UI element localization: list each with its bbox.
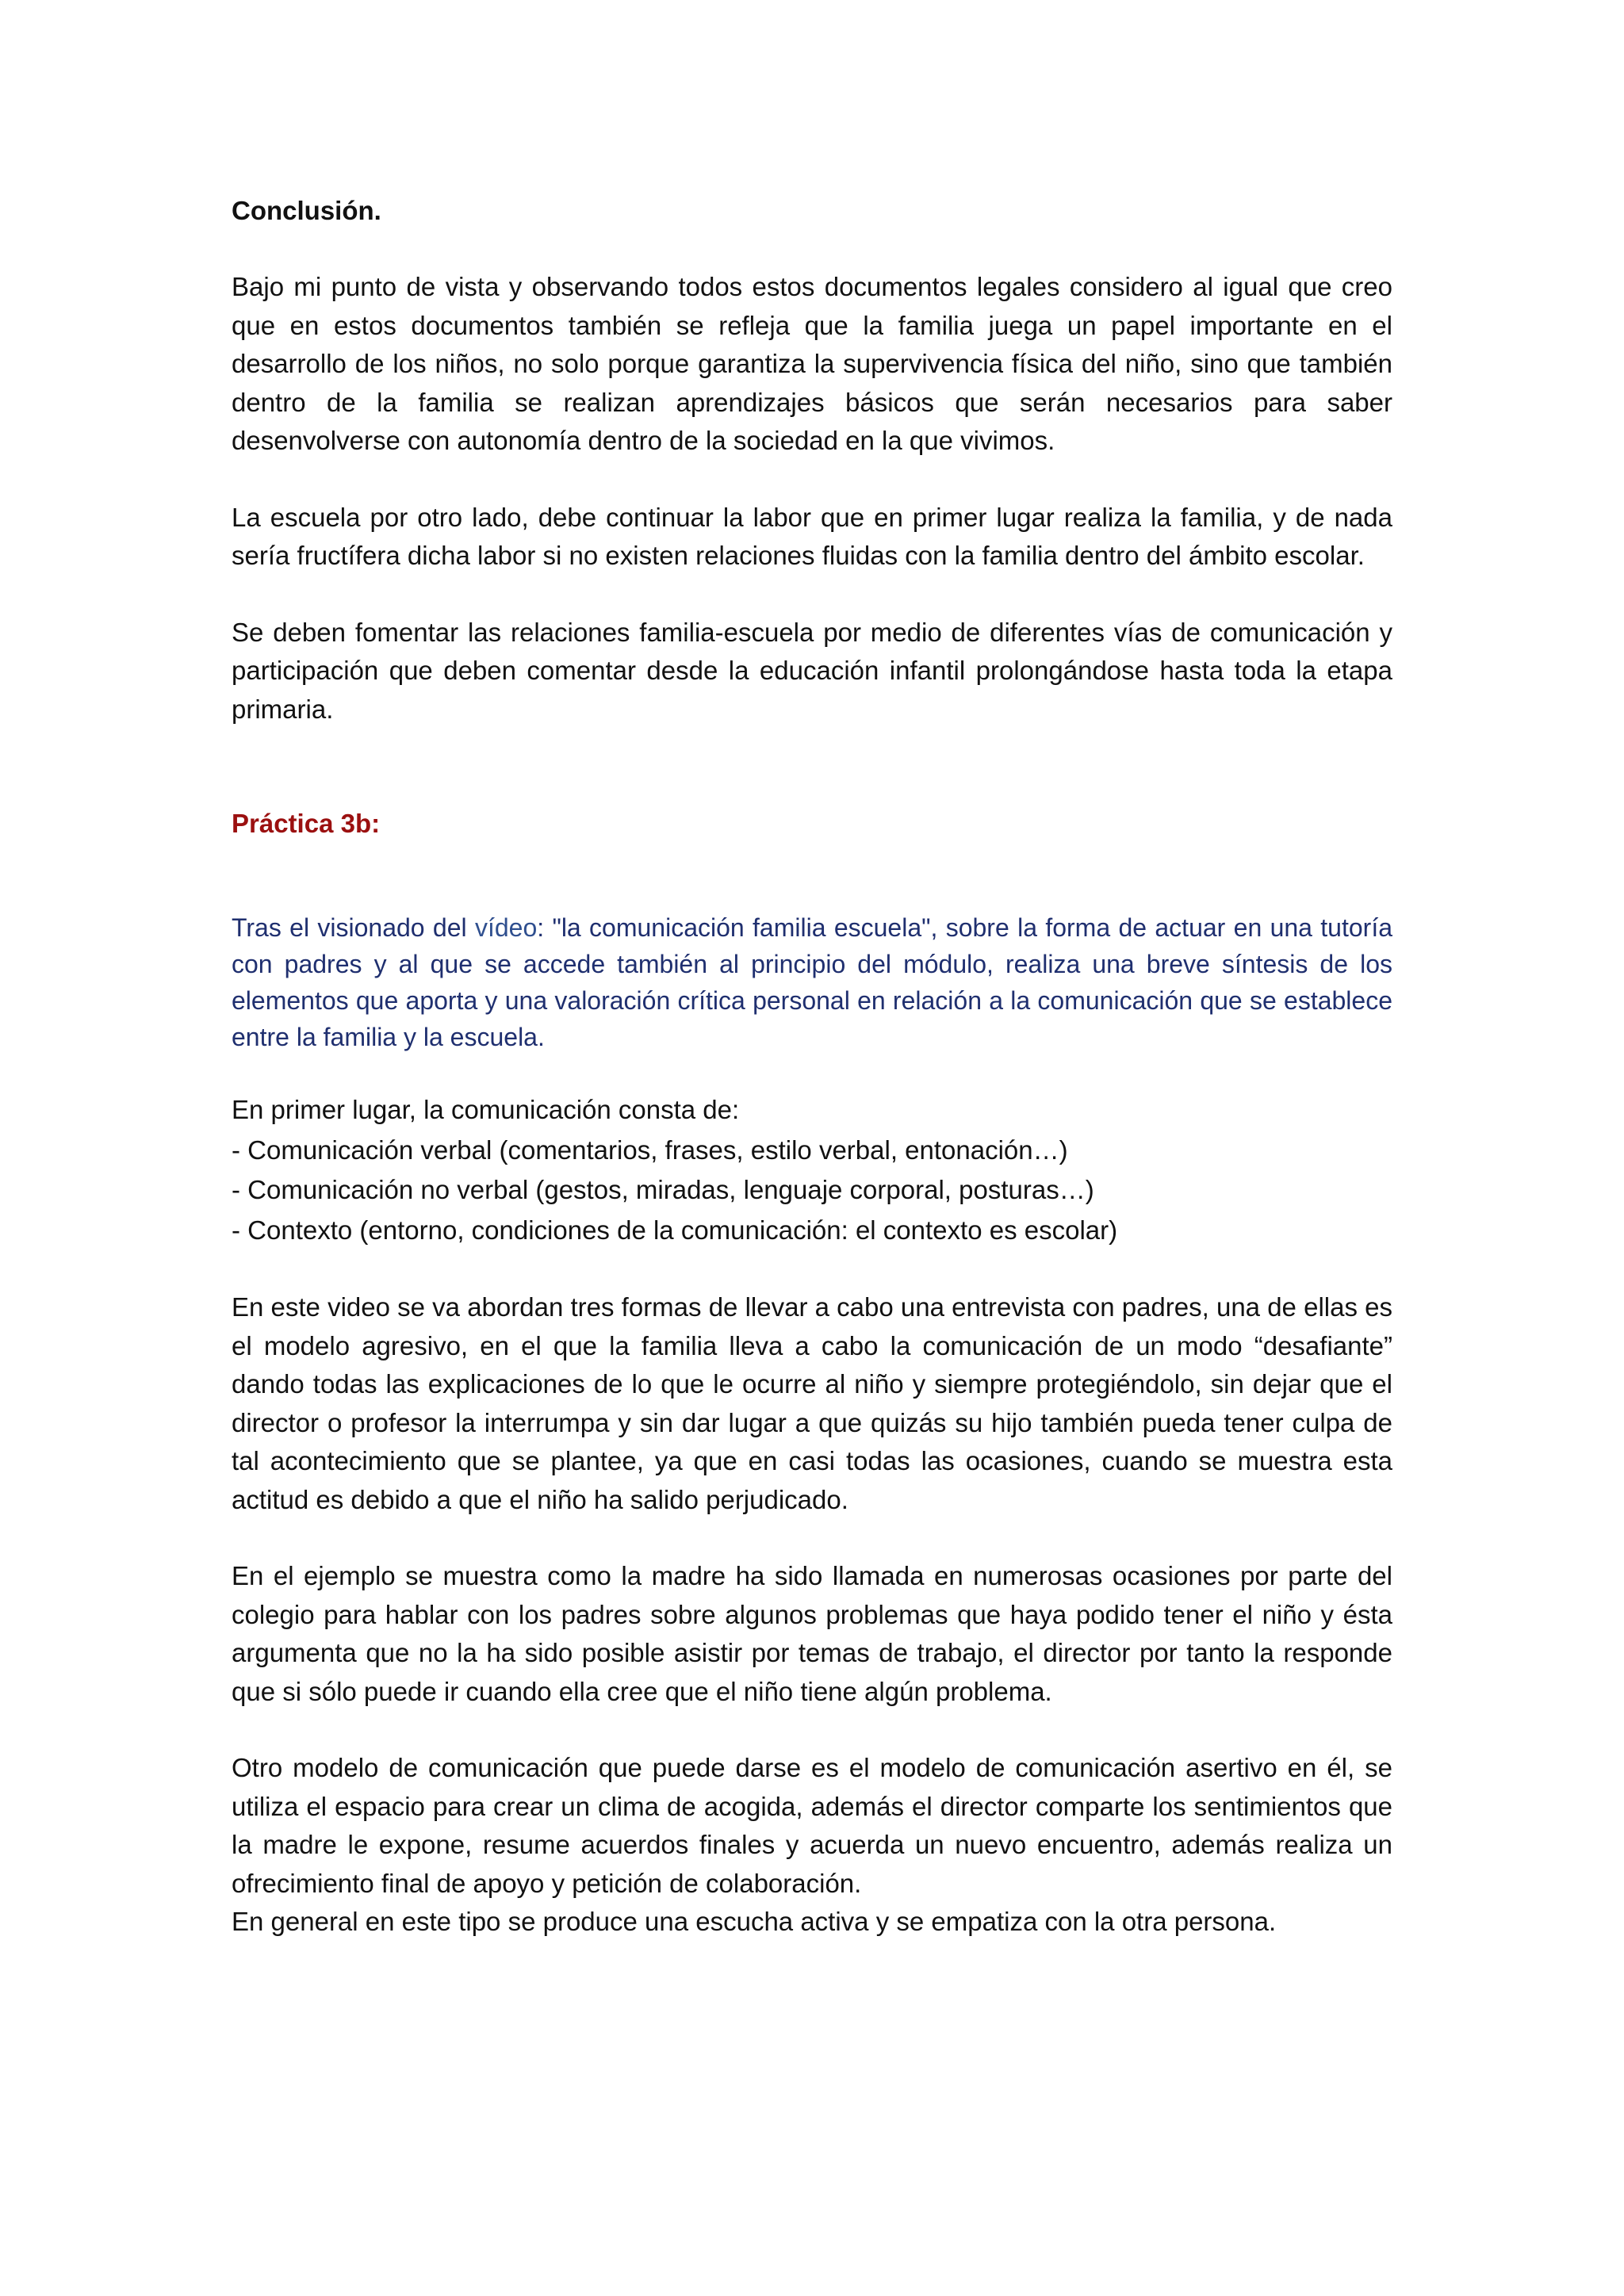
practica-paragraph-assertive-model: Otro modelo de comunicación que puede darse es el modelo de comunicación asertivo en él, se utiliza el espacio para crear un clima de acogida, además el director comparte los sentimientos que la madre le expone, resume acuerdos finales y acuerda un nuevo encuentro, además realiza un ofrecimiento final de apoyo y petición de colaboración. [232,1753,1392,1898]
list-item: - Comunicación no verbal (gestos, miradas, lenguaje corporal, posturas…) [232,1175,1094,1204]
practica-prompt-end: : "la comunicación familia escuela", sobre la forma de actuar en una tutoría con padres y al que se accede también al principio del módulo, realiza una breve síntesis de los elementos que aporta y una valoración crítica personal en relación a la comunicación que se establece entre la familia y la escuela. [232,913,1393,1051]
conclusion-paragraph-2: La escuela por otro lado, debe continuar la labor que en primer lugar realiza la familia, y de nada sería fructífera dicha labor si no existen relaciones fluidas con la familia dentro del ámbito escolar. [232,502,1392,570]
communication-list [232,1090,1392,1250]
practica-final-line: En general en este tipo se produce una escucha activa y se empatiza con la otra persona. [232,1907,1277,1936]
conclusion-paragraph-3: Se deben fomentar las relaciones familia-escuela por medio de diferentes vías de comunicación y participación que deben comentar desde la educación infantil prolongándose hasta toda la etapa primaria. [232,617,1392,724]
practica-heading: Práctica 3b: [232,809,381,838]
conclusion-heading: Conclusión. [232,196,381,225]
practica-prompt-start: Tras el visionado del [232,913,475,942]
document-body [232,192,1392,1942]
practica-paragraph-example: En el ejemplo se muestra como la madre ha sido llamada en numerosas ocasiones por parte del colegio para hablar con los padres sobre algunos problemas que haya podido tener el niño y ésta argumenta que no la ha sido posible asistir por temas de trabajo, el director por tanto la responde que si sólo puede ir cuando ella cree que el niño tiene algún problema. [232,1561,1392,1706]
conclusion-paragraph-1: Bajo mi punto de vista y observando todos estos documentos legales considero al igual que creo que en estos documentos también se refleja que la familia juega un papel importante en el desarrollo de los niños, no solo porque garantiza la supervivencia física del niño, sino que también dentro de la familia se realizan aprendizajes básicos que serán necesarios para saber desenvolverse con autonomía dentro de la sociedad en la que vivimos. [232,272,1392,455]
practica-prompt-video-word: vídeo [474,913,538,942]
list-item: - Contexto (entorno, condiciones de la comunicación: el contexto es escolar) [232,1215,1118,1245]
communication-intro: En primer lugar, la comunicación consta de: [232,1095,740,1124]
list-item: - Comunicación verbal (comentarios, frases, estilo verbal, entonación…) [232,1135,1068,1165]
practica-prompt [232,909,1392,1055]
practica-paragraph-aggressive-model: En este video se va abordan tres formas de llevar a cabo una entrevista con padres, una de ellas es el modelo agresivo, en el que la familia lleva a cabo la comunicación de un modo “desafiante” dando todas las explicaciones de lo que le ocurre al niño y siempre protegiéndolo, sin dejar que el director o profesor la interrumpa y sin dar lugar a que quizás su hijo también pueda tener culpa de tal acontecimiento que se plantee, ya que en casi todas las ocasiones, cuando se muestra esta actitud es debido a que el niño ha salido perjudicado. [232,1292,1392,1514]
